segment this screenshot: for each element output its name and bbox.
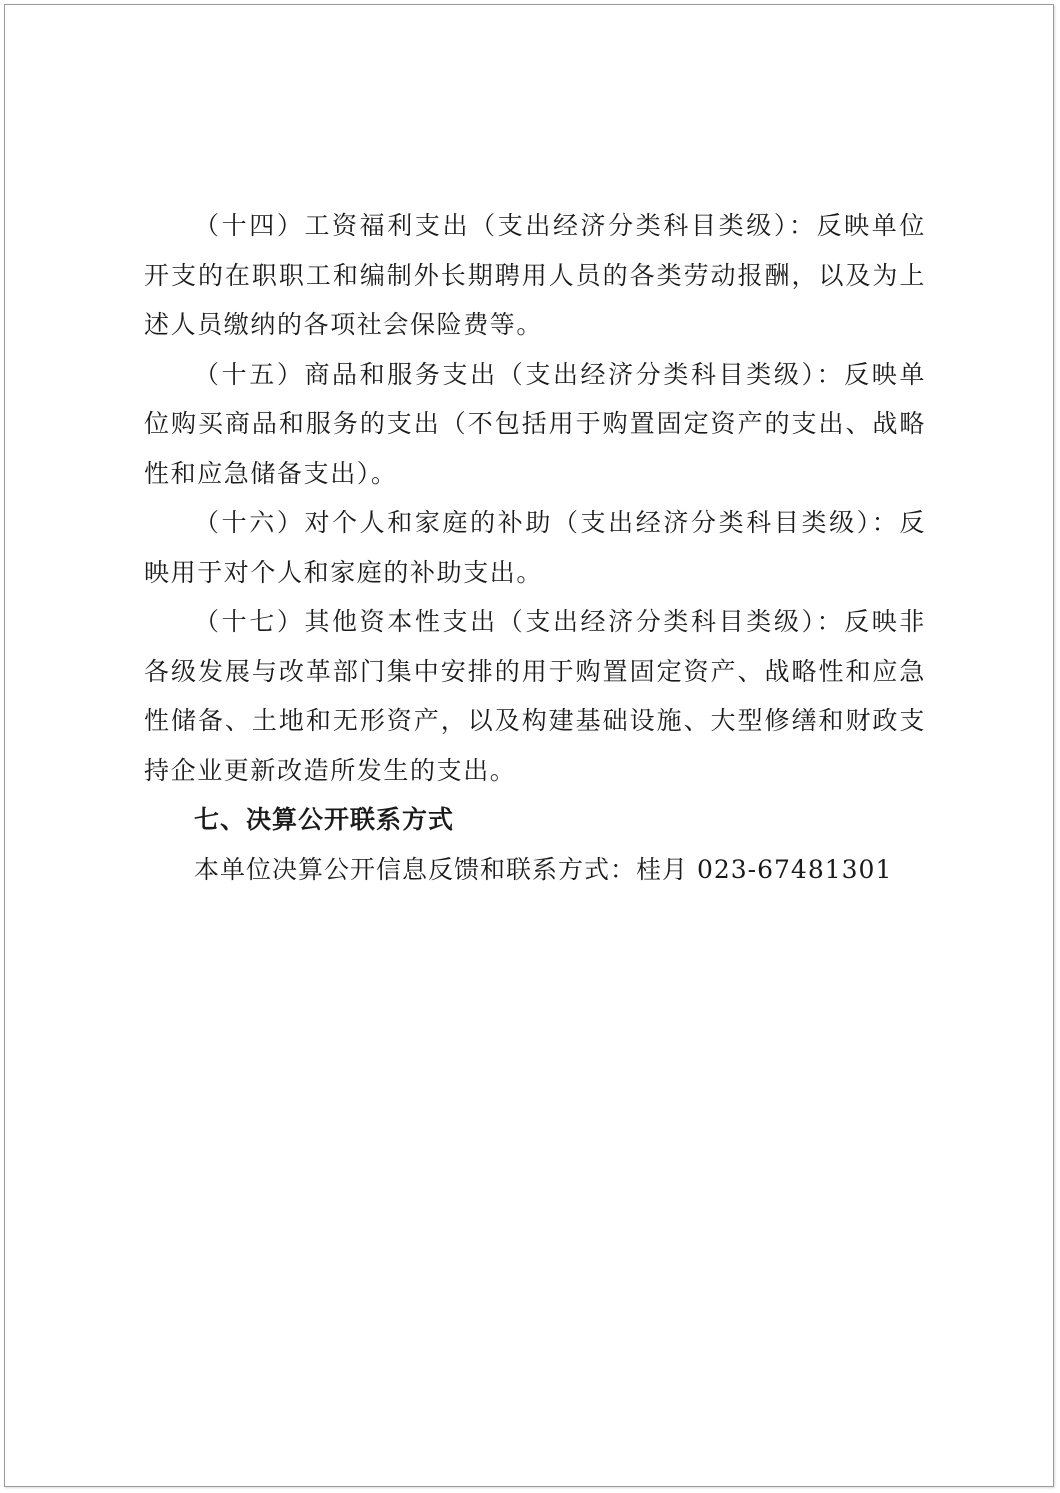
contact-line: 本单位决算公开信息反馈和联系方式：桂月 023-67481301 (194, 854, 893, 884)
paragraph-other-capital: （十七）其他资本性支出（支出经济分类科目类级）：反映非各级发展与改革部门集中安排的用于购置固定资产、战略性和应急性储备、土地和无形资产，以及构建基础设施、大型修缮和财政支持企业更新改造所发生的支出。 (144, 607, 926, 785)
paragraph-wage-welfare: （十四）工资福利支出（支出经济分类科目类级）：反映单位开支的在职职工和编制外长期聘用人员的各类劳动报酬，以及为上述人员缴纳的各项社会保险费等。 (144, 211, 926, 339)
section-heading: 七、决算公开联系方式 (194, 805, 455, 834)
paragraph-goods-services: （十五）商品和服务支出（支出经济分类科目类级）：反映单位购买商品和服务的支出（不包括用于购置固定资产的支出、战略性和应急储备支出）。 (144, 359, 926, 488)
paragraph-household-subsidy: （十六）对个人和家庭的补助（支出经济分类科目类级）：反映用于对个人和家庭的补助支出。 (144, 508, 926, 587)
document-body (144, 201, 926, 894)
document-page (4, 4, 1054, 1487)
